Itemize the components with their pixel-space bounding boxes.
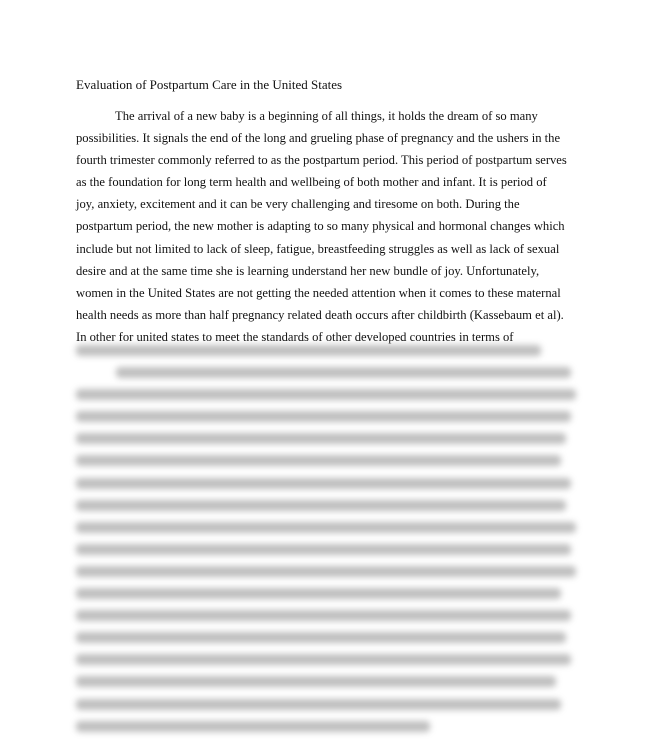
blurred-line: [76, 345, 541, 356]
blurred-text-preview: [76, 345, 581, 743]
paragraph-line: fourth trimester commonly referred to as the postpartum period. This period of postpartum serves: [76, 153, 567, 168]
blurred-line: [76, 433, 566, 444]
paragraph-line: joy, anxiety, excitement and it can be very challenging and tiresome on both. During the: [76, 197, 520, 212]
paragraph-line: include but not limited to lack of sleep, fatigue, breastfeeding struggles as well as lack of sexual: [76, 241, 560, 256]
blurred-line: [76, 522, 576, 533]
blurred-line: [76, 699, 561, 710]
document-title: Evaluation of Postpartum Care in the United States: [76, 77, 343, 92]
paragraph-line: as the foundation for long term health and wellbeing of both mother and infant. It is period of: [76, 175, 547, 190]
blurred-line: [76, 500, 566, 511]
blurred-line: [76, 455, 561, 466]
blurred-line: [76, 610, 571, 621]
blurred-line: [76, 411, 571, 422]
paragraph-line: women in the United States are not getting the needed attention when it comes to these maternal: [76, 285, 561, 300]
paragraph-line: In other for united states to meet the standards of other developed countries in terms of: [76, 329, 514, 344]
blurred-line: [76, 566, 576, 577]
blurred-line: [76, 588, 561, 599]
paragraph-line: desire and at the same time she is learning understand her new bundle of joy. Unfortunately,: [76, 263, 540, 278]
blurred-line: [76, 654, 571, 665]
paragraph-line: postpartum period, the new mother is adapting to so many physical and hormonal changes which: [76, 219, 565, 234]
blurred-line: [76, 632, 566, 643]
intro-paragraph: [76, 105, 576, 348]
blurred-line: [116, 367, 571, 378]
blurred-line: [76, 478, 571, 489]
blurred-line: [76, 721, 430, 732]
paragraph-line: The arrival of a new baby is a beginning of all things, it holds the dream of so many: [115, 109, 538, 123]
blurred-line: [76, 676, 556, 687]
paragraph-line: health needs as more than half pregnancy related death occurs after childbirth (Kassebaum et al).: [76, 307, 564, 322]
blurred-line: [76, 544, 571, 555]
blurred-line: [76, 389, 576, 400]
paragraph-line: possibilities. It signals the end of the long and grueling phase of pregnancy and the ushers in the: [76, 131, 561, 146]
